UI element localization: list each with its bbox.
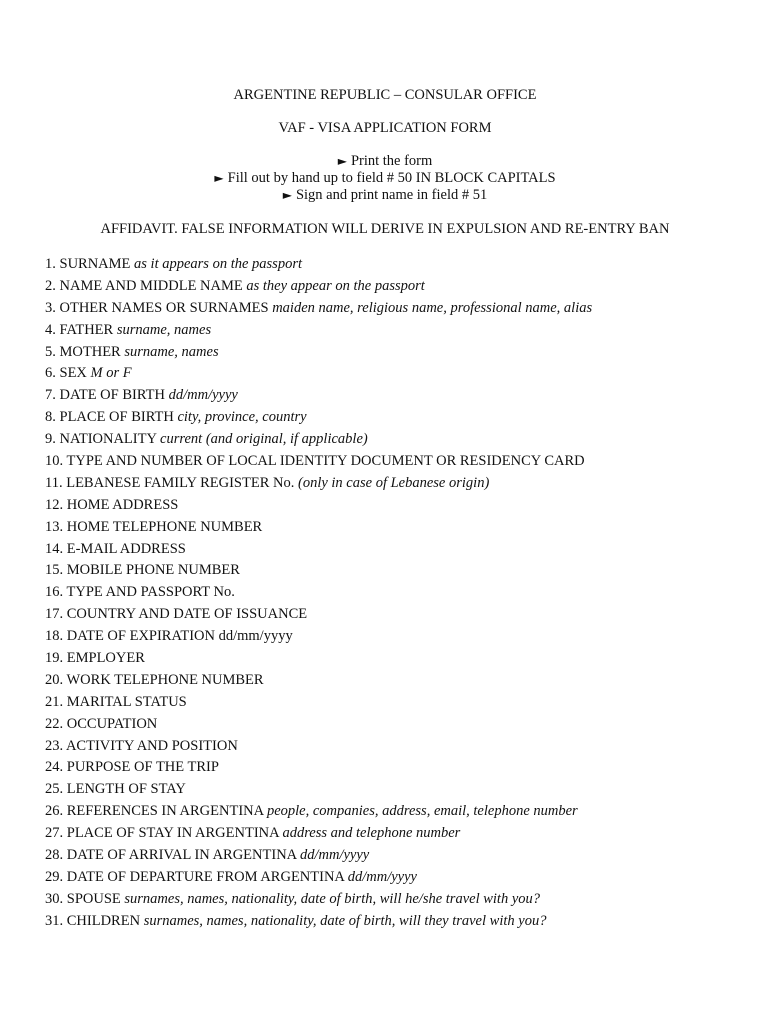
field-label: REFERENCES IN ARGENTINA (66, 803, 264, 820)
form-field-item (45, 298, 745, 320)
field-number: 2. (45, 277, 56, 294)
form-field-item (45, 276, 745, 298)
field-number: 24. (45, 759, 64, 776)
field-label: E-MAIL ADDRESS (66, 540, 186, 557)
form-field-item (45, 429, 745, 451)
field-hint: M or F (90, 365, 132, 382)
form-field-item (45, 779, 745, 801)
field-hint: surnames, names, nationality, date of birth, will they travel with you? (143, 912, 547, 929)
field-label: HOME ADDRESS (66, 496, 179, 513)
form-field-item (45, 911, 745, 933)
form-field-item (45, 823, 745, 845)
field-number: 10. (45, 453, 64, 470)
field-number: 4. (45, 321, 56, 338)
form-field-item (45, 670, 745, 692)
field-number: 11. (45, 474, 63, 491)
field-hint: as it appears on the passport (134, 256, 302, 272)
field-label: HOME TELEPHONE NUMBER (66, 518, 263, 535)
field-label: NATIONALITY (59, 431, 157, 448)
field-label: LENGTH OF STAY (66, 781, 186, 798)
field-hint: as they appear on the passport (246, 277, 425, 294)
field-label: PURPOSE OF THE TRIP (66, 759, 219, 776)
field-hint: surnames, names, nationality, date of birth, will he/she travel with you? (124, 890, 541, 907)
field-number: 16. (45, 584, 64, 601)
form-field-item (45, 648, 745, 670)
field-number: 9. (45, 431, 56, 448)
field-number: 31. (45, 912, 64, 929)
field-hint: people, companies, address, email, telephone number (266, 803, 578, 820)
field-number: 15. (45, 562, 64, 579)
field-label: DATE OF ARRIVAL IN ARGENTINA (66, 847, 297, 864)
instruction-text: Fill out by hand up to field # 50 IN BLOCK CAPITALS (227, 170, 556, 186)
form-field-item (45, 736, 745, 758)
field-label: SPOUSE (66, 890, 121, 907)
field-label: DATE OF DEPARTURE FROM ARGENTINA (66, 868, 345, 885)
field-label: OCCUPATION (66, 715, 158, 732)
field-label: PLACE OF BIRTH (59, 409, 174, 426)
field-label: NAME AND MIDDLE NAME (59, 277, 243, 294)
instruction-sign (0, 187, 770, 204)
arrow-right-icon: ► (337, 154, 347, 168)
field-number: 26. (45, 803, 64, 820)
field-label: FATHER (59, 321, 114, 338)
instruction-text: Print the form (350, 153, 433, 169)
field-label: TYPE AND PASSPORT No. (66, 584, 235, 601)
arrow-right-icon: ► (282, 188, 292, 202)
form-field-item (45, 539, 745, 561)
affidavit-warning: AFFIDAVIT. FALSE INFORMATION WILL DERIVE IN EXPULSION AND RE-ENTRY BAN (100, 221, 670, 237)
field-number: 17. (45, 606, 64, 623)
field-label: SURNAME (59, 256, 131, 272)
form-field-item (45, 473, 745, 495)
field-label: COUNTRY AND DATE OF ISSUANCE (66, 606, 308, 623)
field-label: TYPE AND NUMBER OF LOCAL IDENTITY DOCUMENT OR RESIDENCY CARD (66, 453, 585, 470)
field-number: 21. (45, 693, 64, 710)
form-field-item (45, 320, 745, 342)
field-number: 3. (45, 299, 56, 316)
field-number: 25. (45, 781, 64, 798)
field-label: EMPLOYER (66, 650, 145, 667)
form-field-item (45, 363, 745, 385)
field-number: 6. (45, 365, 56, 382)
field-label: ACTIVITY AND POSITION (65, 737, 238, 754)
form-field-item (45, 407, 745, 429)
field-hint: (only in case of Lebanese origin) (297, 474, 490, 491)
field-hint: dd/mm/yyyy (168, 387, 238, 404)
field-number: 14. (45, 540, 64, 557)
field-number: 7. (45, 387, 56, 404)
field-number: 28. (45, 847, 64, 864)
field-hint: surname, names (124, 343, 219, 360)
field-number: 23. (45, 737, 64, 754)
form-field-list (45, 254, 745, 933)
field-label: CHILDREN (66, 912, 141, 929)
form-field-item (45, 801, 745, 823)
field-number: 18. (45, 628, 64, 645)
field-hint: surname, names (116, 321, 212, 338)
form-field-item (45, 889, 745, 911)
instruction-fill-out (0, 170, 770, 187)
field-hint: city, province, country (177, 409, 307, 426)
field-hint: dd/mm/yyyy (347, 868, 417, 885)
field-number: 27. (45, 825, 64, 842)
field-number: 29. (45, 868, 64, 885)
form-field-item (45, 604, 745, 626)
consular-office-heading: ARGENTINE REPUBLIC – CONSULAR OFFICE (233, 87, 537, 103)
form-title: VAF - VISA APPLICATION FORM (278, 120, 492, 136)
instruction-print (0, 153, 770, 170)
form-field-item (45, 626, 745, 648)
field-number: 30. (45, 890, 64, 907)
field-number: 19. (45, 650, 64, 667)
form-field-item (45, 582, 745, 604)
instruction-text: Sign and print name in field # 51 (295, 187, 488, 203)
field-number: 5. (45, 343, 56, 360)
field-hint: dd/mm/yyyy (299, 847, 370, 864)
form-field-item (45, 495, 745, 517)
field-label: MOBILE PHONE NUMBER (66, 562, 240, 579)
form-field-item (45, 451, 745, 473)
field-number: 20. (45, 671, 64, 688)
field-number: 12. (45, 496, 64, 513)
form-field-item (45, 692, 745, 714)
field-label: PLACE OF STAY IN ARGENTINA (66, 825, 279, 842)
field-label: LEBANESE FAMILY REGISTER No. (66, 474, 295, 491)
field-hint: current (and original, if applicable) (160, 431, 368, 448)
field-number: 1. (45, 256, 56, 272)
form-field-item (45, 757, 745, 779)
field-label: OTHER NAMES OR SURNAMES (59, 299, 269, 316)
field-hint: address and telephone number (282, 825, 461, 842)
field-number: 8. (45, 409, 56, 426)
field-label: SEX (59, 365, 87, 382)
field-hint: maiden name, religious name, professional name, alias (272, 299, 593, 316)
form-field-item (45, 560, 745, 582)
arrow-right-icon: ► (214, 171, 224, 185)
field-number: 22. (45, 715, 64, 732)
field-label: MARITAL STATUS (66, 693, 187, 710)
form-field-item (45, 714, 745, 736)
form-field-item (45, 517, 745, 539)
form-field-item (45, 254, 745, 276)
form-field-item (45, 342, 745, 364)
form-field-item (45, 867, 745, 889)
form-field-item (45, 845, 745, 867)
field-label: WORK TELEPHONE NUMBER (66, 671, 264, 688)
field-label: DATE OF EXPIRATION dd/mm/yyyy (66, 628, 293, 645)
field-number: 13. (45, 518, 64, 535)
form-field-item (45, 385, 745, 407)
field-label: DATE OF BIRTH (59, 387, 165, 404)
field-label: MOTHER (59, 343, 121, 360)
